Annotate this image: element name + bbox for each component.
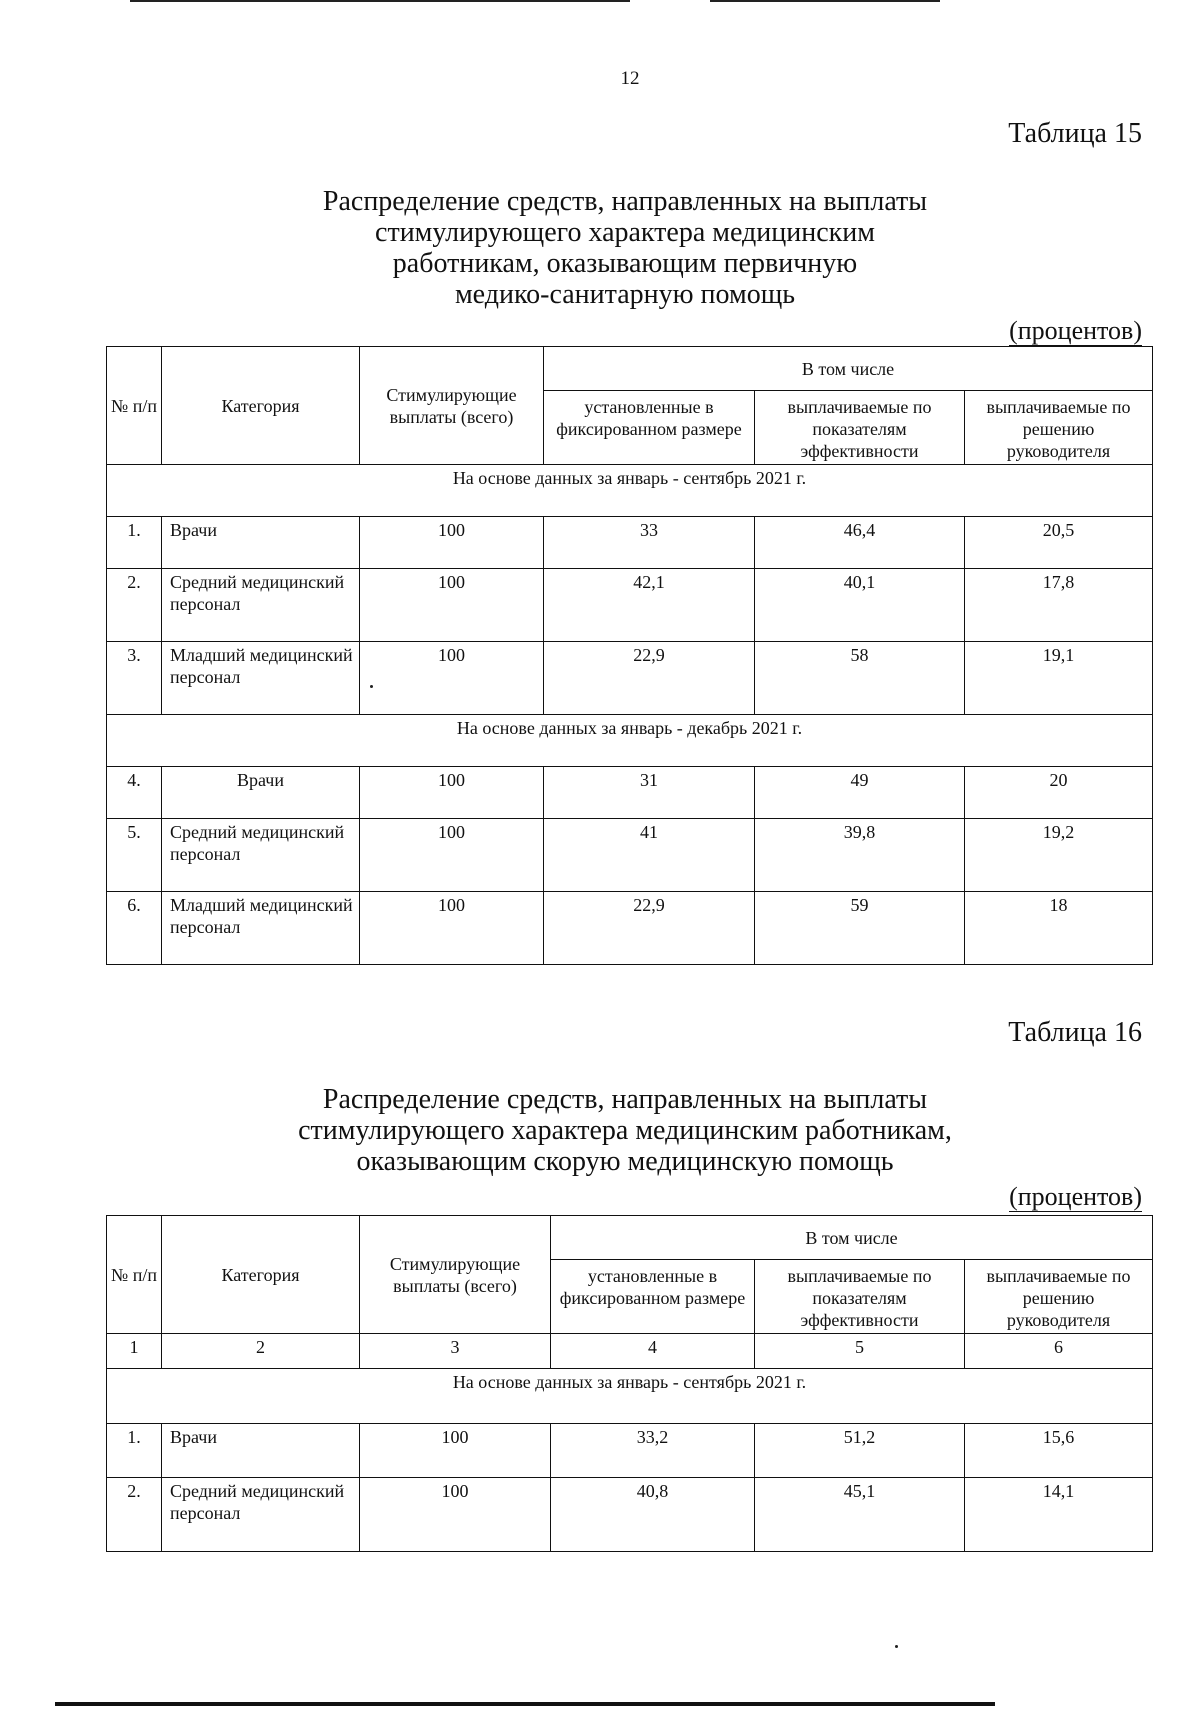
cell-total: 100 — [360, 517, 544, 569]
header-category: Категория — [162, 347, 360, 465]
header-efficiency: выплачиваемые по показателям эффективности — [755, 391, 965, 465]
cell-efficiency: 58 — [755, 642, 965, 715]
cell-num: 2. — [107, 569, 162, 642]
title-line: Распределение средств, направленных на выплаты — [322, 186, 928, 217]
column-number: 3 — [360, 1334, 551, 1369]
cell-total: 100 — [360, 767, 544, 819]
cell-num: 4. — [107, 767, 162, 819]
cell-category: Врачи — [162, 1424, 360, 1478]
cell-num: 5. — [107, 819, 162, 892]
units-label — [1009, 1182, 1142, 1212]
table-row — [107, 1424, 1153, 1478]
cell-total: 100 — [360, 1478, 551, 1552]
cell-efficiency: 59 — [755, 892, 965, 965]
scan-speck — [370, 685, 373, 688]
table-15 — [106, 346, 1153, 965]
cell-fixed: 33,2 — [551, 1424, 755, 1478]
cell-num: 3. — [107, 642, 162, 715]
top-scan-rule — [130, 0, 630, 2]
header-fixed: установленные в фиксированном размере — [551, 1260, 755, 1334]
title-line: Распределение средств, направленных на выплаты — [322, 1084, 928, 1115]
column-number: 6 — [965, 1334, 1153, 1369]
cell-efficiency: 40,1 — [755, 569, 965, 642]
cell-total: 100 — [360, 642, 544, 715]
column-number: 1 — [107, 1334, 162, 1369]
units-label — [1009, 316, 1142, 346]
cell-manager: 14,1 — [965, 1478, 1153, 1552]
top-scan-rule — [710, 0, 940, 2]
section-title: На основе данных за январь - сентябрь 2021 г. — [107, 1369, 1153, 1424]
header-row — [107, 1216, 1153, 1260]
title-line: стимулирующего характера медицинским работникам, — [298, 1115, 952, 1146]
table-row — [107, 1478, 1153, 1552]
table-row — [107, 569, 1153, 642]
scan-speck — [895, 1645, 898, 1648]
table-row — [107, 517, 1153, 569]
column-number: 2 — [162, 1334, 360, 1369]
header-including: В том числе — [544, 347, 1153, 391]
cell-category: Врачи — [162, 767, 360, 819]
cell-num: 1. — [107, 1424, 162, 1478]
header-total: Стимулирующие выплаты (всего) — [360, 347, 544, 465]
column-number: 5 — [755, 1334, 965, 1369]
cell-num: 1. — [107, 517, 162, 569]
cell-manager: 17,8 — [965, 569, 1153, 642]
table-row — [107, 642, 1153, 715]
header-manager: выплачиваемые по решению руководителя — [965, 1260, 1153, 1334]
cell-manager: 20 — [965, 767, 1153, 819]
section-row — [107, 1369, 1153, 1424]
cell-category: Врачи — [162, 517, 360, 569]
cell-category: Младший медицинский персонал — [162, 642, 360, 715]
header-num: № п/п — [107, 347, 162, 465]
cell-manager: 15,6 — [965, 1424, 1153, 1478]
table-row — [107, 892, 1153, 965]
cell-fixed: 40,8 — [551, 1478, 755, 1552]
header-including: В том числе — [551, 1216, 1153, 1260]
cell-efficiency: 46,4 — [755, 517, 965, 569]
column-number: 4 — [551, 1334, 755, 1369]
title-line: стимулирующего характера медицинским — [375, 217, 875, 248]
table-row — [107, 819, 1153, 892]
header-category: Категория — [162, 1216, 360, 1334]
section-title: На основе данных за январь - сентябрь 2021 г. — [107, 465, 1153, 517]
cell-fixed: 22,9 — [544, 892, 755, 965]
cell-manager: 18 — [965, 892, 1153, 965]
table-16-title — [286, 1084, 964, 1177]
header-fixed: установленные в фиксированном размере — [544, 391, 755, 465]
section-title: На основе данных за январь - декабрь 2021 г. — [107, 715, 1153, 767]
cell-manager: 19,1 — [965, 642, 1153, 715]
cell-fixed: 42,1 — [544, 569, 755, 642]
cell-manager: 20,5 — [965, 517, 1153, 569]
cell-category: Средний медицинский персонал — [162, 1478, 360, 1552]
units-text: (процентов) — [1009, 316, 1142, 345]
cell-efficiency: 51,2 — [755, 1424, 965, 1478]
units-text: (процентов) — [1009, 1182, 1142, 1211]
cell-fixed: 41 — [544, 819, 755, 892]
title-line: оказывающим скорую медицинскую помощь — [356, 1146, 894, 1177]
table-16 — [106, 1215, 1153, 1552]
section-row — [107, 465, 1153, 517]
cell-category: Средний медицинский персонал — [162, 819, 360, 892]
table-15-label: Таблица 15 — [1008, 118, 1142, 149]
cell-total: 100 — [360, 892, 544, 965]
cell-fixed: 31 — [544, 767, 755, 819]
cell-total: 100 — [360, 569, 544, 642]
column-number-row — [107, 1334, 1153, 1369]
header-efficiency: выплачиваемые по показателям эффективности — [755, 1260, 965, 1334]
title-line: работникам, оказывающим первичную — [392, 248, 858, 279]
cell-num: 6. — [107, 892, 162, 965]
cell-efficiency: 49 — [755, 767, 965, 819]
section-row — [107, 715, 1153, 767]
page-number: 12 — [620, 68, 640, 89]
table-16-label: Таблица 16 — [1008, 1017, 1142, 1048]
cell-total: 100 — [360, 1424, 551, 1478]
cell-manager: 19,2 — [965, 819, 1153, 892]
header-row — [107, 347, 1153, 391]
cell-efficiency: 45,1 — [755, 1478, 965, 1552]
cell-total: 100 — [360, 819, 544, 892]
title-line: медико-санитарную помощь — [454, 279, 796, 310]
header-manager: выплачиваемые по решению руководителя — [965, 391, 1153, 465]
cell-fixed: 33 — [544, 517, 755, 569]
bottom-scan-rule — [55, 1702, 995, 1706]
cell-fixed: 22,9 — [544, 642, 755, 715]
header-total: Стимулирующие выплаты (всего) — [360, 1216, 551, 1334]
cell-category: Младший медицинский персонал — [162, 892, 360, 965]
table-row — [107, 767, 1153, 819]
header-num: № п/п — [107, 1216, 162, 1334]
cell-num: 2. — [107, 1478, 162, 1552]
table-15-title — [286, 186, 964, 310]
cell-category: Средний медицинский персонал — [162, 569, 360, 642]
cell-efficiency: 39,8 — [755, 819, 965, 892]
